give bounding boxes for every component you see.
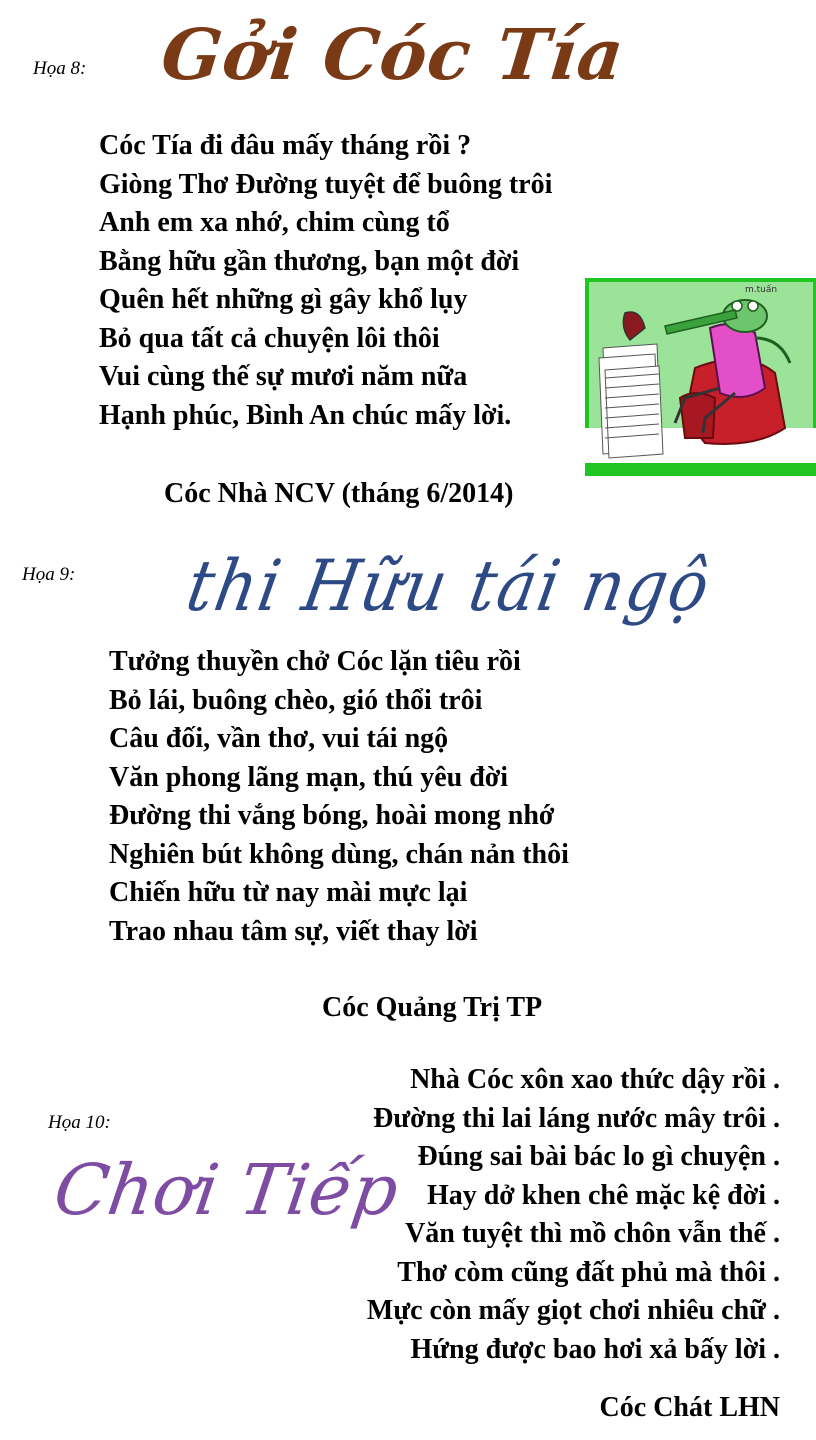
poem-hoa-9 — [109, 643, 569, 951]
poem-line: Đường thi vắng bóng, hoài mong nhớ — [109, 800, 555, 831]
poem-line: Nghiên bút không dùng, chán nản thôi — [109, 838, 569, 870]
poem-line: Mực còn mấy giọt chơi nhiêu chữ . — [366, 1295, 780, 1326]
poem-line: Vui cùng thế sự mươi năm nữa — [99, 361, 468, 392]
poem-line: Quên hết những gì gây khổ lụy — [99, 284, 468, 315]
artist-mark: m.tuấn — [745, 285, 778, 295]
poem-title-thi-huu-tai-ngo: thi Hữu tái ngộ — [180, 546, 717, 628]
poem-line: Trao nhau tâm sự, viết thay lời — [109, 915, 478, 947]
poem-hoa-8 — [99, 127, 552, 435]
poem-line: Bỏ lái, buông chèo, gió thổi trôi — [109, 684, 483, 716]
poem-line: Câu đối, vần thơ, vui tái ngộ — [109, 723, 449, 754]
poem-title-choi-tiep: Chơi Tiếp — [49, 1149, 404, 1231]
signature-hoa-10: Cóc Chát LHN — [599, 1392, 780, 1423]
signature-hoa-8: Cóc Nhà NCV (tháng 6/2014) — [164, 478, 514, 509]
poem-line: Đúng sai bài bác lo gì chuyện . — [417, 1141, 780, 1172]
poem-line: Hứng được bao hơi xả bấy lời . — [410, 1333, 780, 1365]
poem-line: Văn phong lãng mạn, thú yêu đời — [109, 761, 509, 793]
poem-line: Cóc Tía đi đâu mấy tháng rồi ? — [99, 130, 472, 161]
poem-line: Bỏ qua tất cả chuyện lôi thôi — [99, 322, 440, 354]
poem-line: Hay dở khen chê mặc kệ đời . — [426, 1179, 780, 1211]
poem-title-goi-coc-tia: Gởi Cóc Tía — [157, 13, 629, 96]
poem-hoa-10 — [367, 1061, 780, 1369]
section-label-hoa-9: Họa 9: — [22, 564, 76, 585]
poem-line: Tưởng thuyền chở Cóc lặn tiêu rồi — [109, 646, 521, 677]
poem-line: Thơ còm cũng đất phủ mà thôi . — [397, 1256, 780, 1288]
section-label-hoa-8: Họa 8: — [33, 58, 87, 79]
poem-line: Nhà Cóc xôn xao thức dậy rồi . — [410, 1064, 780, 1095]
poem-line: Chiến hữu từ nay mài mực lại — [109, 877, 468, 908]
poem-line: Giòng Thơ Đường tuyệt để buông trôi — [99, 168, 553, 200]
signature-hoa-9: Cóc Quảng Trị TP — [322, 992, 543, 1023]
poem-line: Anh em xa nhớ, chim cùng tổ — [99, 207, 450, 238]
frog-illustration — [585, 278, 816, 476]
poem-line: Văn tuyệt thì mồ chôn vẫn thế . — [405, 1218, 780, 1249]
section-label-hoa-10: Họa 10: — [48, 1112, 111, 1133]
poem-line: Hạnh phúc, Bình An chúc mấy lời. — [99, 399, 512, 431]
poem-line: Đường thi lai láng nước mây trôi . — [373, 1102, 780, 1134]
frog-drawing-icon — [585, 278, 816, 476]
poem-line: Bằng hữu gần thương, bạn một đời — [99, 245, 520, 277]
